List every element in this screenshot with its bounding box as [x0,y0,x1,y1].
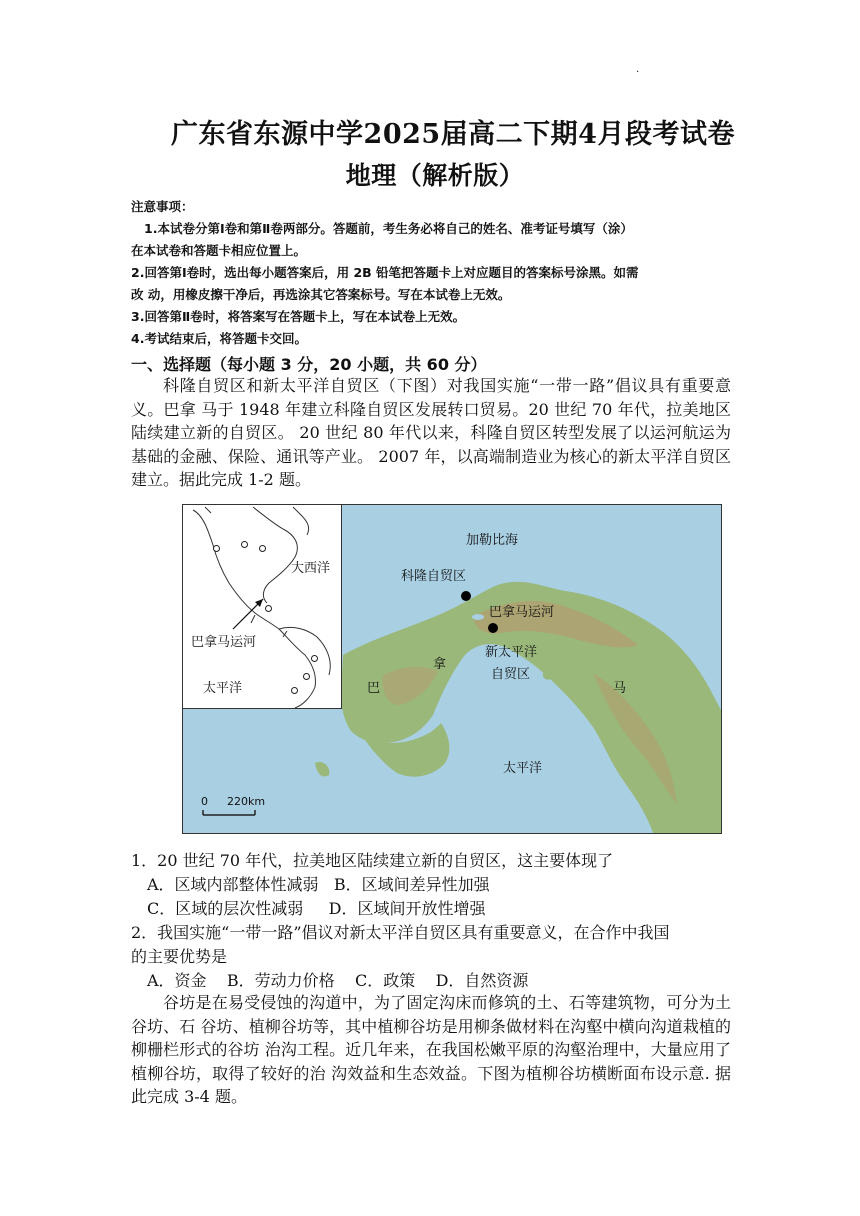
notice-item-1: 1.本试卷分第Ⅰ卷和第Ⅱ卷两部分。答题前，考生务必将自己的姓名、准考证号填写（涂） [144,221,633,236]
notice-item-3: 3.回答第Ⅱ卷时，将答案写在答题卡上，写在本试卷上无效。 [131,309,466,324]
panama-map [182,504,722,834]
new-pacific-label-2: 自贸区 [491,667,531,682]
new-pacific-label-1: 新太平洋 [485,645,538,660]
notice-item-4: 4.考试结束后，将答题卡交回。 [131,331,307,346]
country-char-ba: 巴 [367,681,381,696]
inset-zone-marker [311,655,318,662]
notice-item-1b: 在本试卷和答题卡相应位置上。 [131,243,307,258]
q1-options-1: A．区域内部整体性减弱 B．区域间差异性加强 [147,875,490,894]
inset-pacific-label: 太平洋 [203,681,243,696]
notice-heading: 注意事项： [131,199,194,214]
pacific-label: 太平洋 [503,761,543,776]
inset-zone-marker [303,673,310,680]
section-heading: 一、选择题（每小题 3 分，20 小题，共 60 分） [131,355,487,374]
notice-item-2b: 改 动，用橡皮擦干净后，再选涂其它答案标号。写在本试卷上无效。 [131,287,511,302]
country-char-na: 拿 [433,657,447,672]
canal-label: 巴拿马运河 [489,605,555,620]
q1-options-2: C．区域的层次性减弱 D．区域间开放性增强 [147,899,486,918]
inset-zone-marker [259,545,266,552]
passage-1: 科隆自贸区和新太平洋自贸区（下图）对我国实施“一带一路”倡议具有重要意义。巴拿 马于 1948 年建立科隆自贸区发展转口贸易。20 世纪 70 年代，拉美地区陆续建立新的自贸区。 20 世纪 80 年代以来，科隆自贸区转型发展了以运河航运为基础的金融、保险、通讯等产业。 2007 年，以高端制造业为核心的新太平洋自贸区建立。据此完成 1-2 题。 [131,376,731,489]
inset-map [183,505,342,709]
scale-distance: 220km [227,795,266,808]
q2-options: A．资金 B．劳动力价格 C．政策 D．自然资源 [147,971,529,990]
q2-stem-1: 2．我国实施“一带一路”倡议对新太平洋自贸区具有重要意义，在合作中我国 [131,923,670,942]
passage-2: 谷坊是在易受侵蚀的沟道中，为了固定沟床而修筑的土、石等建筑物，可分为土谷坊、石 谷坊、植柳谷坊等，其中植柳谷坊是用柳条做材料在沟壑中横向沟道栽植的柳栅栏形式的谷坊 治沟工程。近几年来，在我国松嫩平原的沟壑治理中，大量应用了植柳谷坊，取得了较好的治 沟效益和生态效益。下图为植柳谷坊横断面布设示意. 据此完成 3-4 题。 [131,993,731,1106]
inset-canal-label: 巴拿马运河 [191,635,257,650]
q2-stem-2: 的主要优势是 [131,947,228,966]
q1-stem: 1．20 世纪 70 年代，拉美地区陆续建立新的自贸区，这主要体现了 [131,851,614,870]
inset-atlantic-label: 大西洋 [291,561,331,576]
caribbean-label: 加勒比海 [466,533,519,548]
country-char-ma: 马 [613,681,627,696]
scale-zero: 0 [201,795,208,808]
inset-zone-marker [265,605,272,612]
page-subtitle: 地理（解析版） [345,161,525,190]
page-title: 广东省东源中学2025届高二下期4月段考试卷 [171,119,735,150]
colon-zone-label: 科隆自贸区 [401,569,467,584]
corner-mark: . [636,64,640,75]
notice-item-2: 2.回答第Ⅰ卷时，选出每小题答案后，用 2B 铅笔把答题卡上对应题目的答案标号涂黑。如需 [131,265,639,280]
inset-zone-marker [241,541,248,548]
new-pacific-zone-marker [488,623,498,633]
inset-zone-marker [213,545,220,552]
colon-zone-marker [461,591,471,601]
inset-zone-marker [291,687,298,694]
